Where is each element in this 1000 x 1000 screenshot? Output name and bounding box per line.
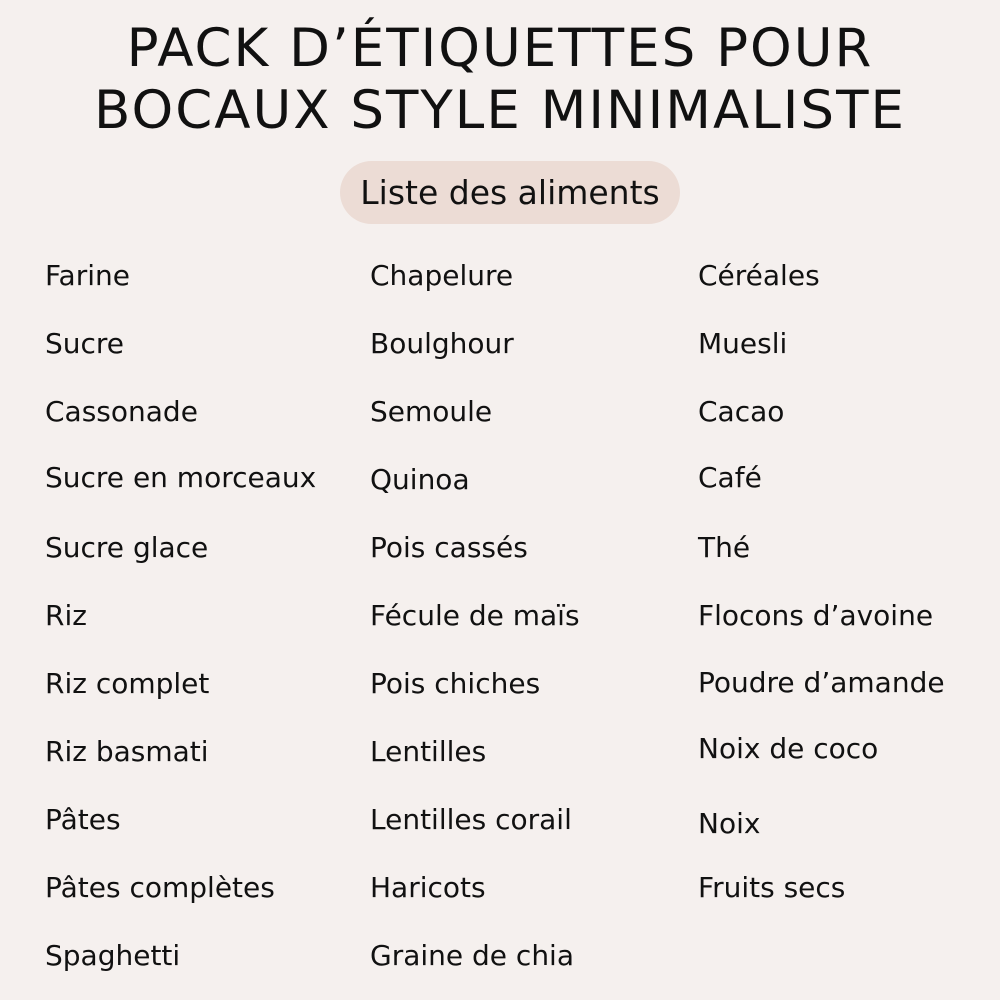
food-item: Fécule de maïs (370, 599, 580, 632)
food-item: Riz (45, 599, 87, 632)
food-item: Riz basmati (45, 735, 209, 768)
food-item: Thé (698, 531, 751, 564)
food-item: Pois chiches (370, 667, 541, 700)
food-item: Sucre glace (45, 531, 209, 564)
food-item: Riz complet (45, 667, 210, 700)
title-line-1: PACK D’ÉTIQUETTES POUR (126, 18, 874, 79)
food-item: Lentilles (370, 735, 487, 768)
food-item: Flocons d’avoine (698, 599, 934, 632)
page-title (0, 18, 1000, 142)
food-item: Semoule (370, 395, 493, 428)
food-item: Noix (698, 807, 761, 840)
food-item: Sucre en morceaux (45, 461, 317, 494)
subtitle-badge: Liste des aliments (340, 161, 680, 224)
food-item: Cacao (698, 395, 785, 428)
food-item: Farine (45, 259, 130, 292)
food-item: Café (698, 461, 762, 494)
food-item: Graine de chia (370, 939, 574, 972)
food-item: Pâtes (45, 803, 121, 836)
food-item: Pâtes complètes (45, 871, 275, 904)
food-item: Sucre (45, 327, 125, 360)
food-item: Céréales (698, 259, 820, 292)
food-item: Pois cassés (370, 531, 528, 564)
food-item: Quinoa (370, 463, 470, 496)
food-item: Muesli (698, 327, 788, 360)
food-item: Cassonade (45, 395, 198, 428)
food-item: Chapelure (370, 259, 514, 292)
food-item: Noix de coco (698, 732, 879, 765)
food-item: Fruits secs (698, 871, 846, 904)
food-item: Poudre d’amande (698, 666, 945, 699)
food-item: Haricots (370, 871, 486, 904)
food-item: Boulghour (370, 327, 514, 360)
food-item: Spaghetti (45, 939, 181, 972)
title-line-2: BOCAUX STYLE MINIMALISTE (94, 80, 906, 141)
food-item: Lentilles corail (370, 803, 572, 836)
